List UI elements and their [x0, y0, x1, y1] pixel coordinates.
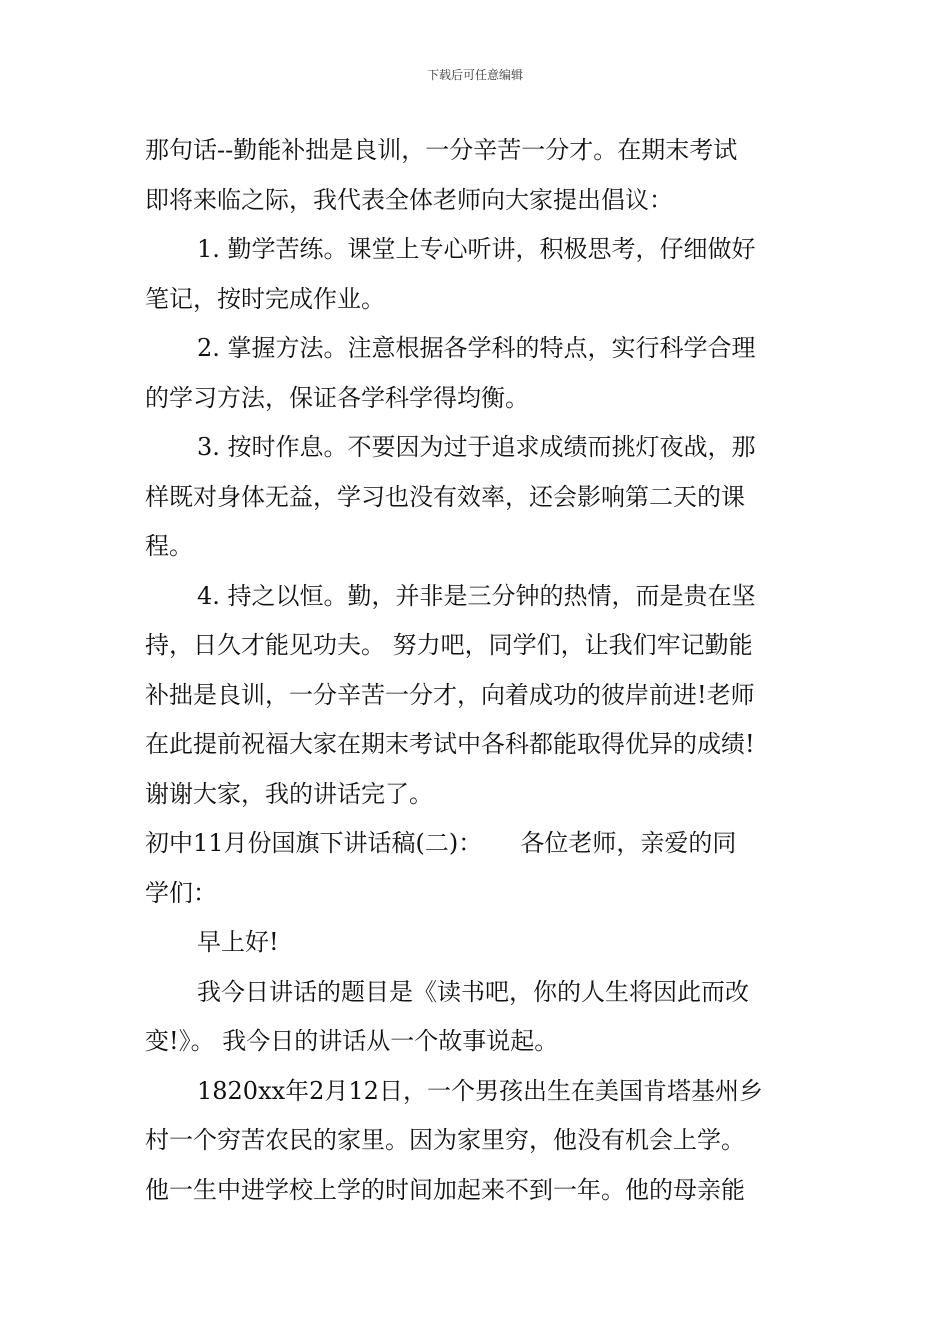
list-item-1: 1. 勤学苦练。课堂上专心听讲，积极思考，仔细做好	[197, 235, 756, 263]
section-heading: 初中11月份国旗下讲话稿(二)： 各位老师，亲爱的同	[145, 829, 737, 857]
text-line: 他一生中进学校上学的时间加起来不到一年。他的母亲能	[145, 1175, 745, 1204]
text-line: 笔记，按时完成作业。	[145, 284, 385, 313]
text-line: 那句话--勤能补拙是良训，一分辛苦一分才。在期末考试	[145, 136, 738, 164]
text-line: 1820xx年2月12日，一个男孩出生在美国肯塔基州乡	[197, 1076, 763, 1105]
text-line: 即将来临之际，我代表全体老师向大家提出倡议：	[145, 185, 673, 214]
document-body	[145, 126, 810, 1215]
page-header: 下载后可任意编辑	[426, 68, 523, 82]
text-line: 我今日讲话的题目是《读书吧，你的人生将因此而改	[197, 977, 749, 1006]
text-line: 村一个穷苦农民的家里。因为家里穷，他没有机会上学。	[145, 1126, 745, 1154]
text-line: 的学习方法，保证各学科学得均衡。	[145, 383, 529, 412]
text-line: 样既对身体无益，学习也没有效率，还会影响第二天的课	[145, 482, 745, 511]
text-line: 在此提前祝福大家在期末考试中各科都能取得优异的成绩!	[145, 730, 755, 758]
list-item-2: 2. 掌握方法。注意根据各学科的特点，实行科学合理	[197, 334, 756, 362]
text-line: 程。	[145, 532, 193, 560]
text-line: 持，日久才能见功夫。 努力吧，同学们，让我们牢记勤能	[145, 631, 753, 659]
greeting: 早上好!	[197, 928, 279, 956]
text-line: 学们：	[145, 878, 217, 907]
text-line: 补拙是良训，一分辛苦一分才，向着成功的彼岸前进!老师	[145, 680, 755, 709]
text-line: 变!》。 我今日的讲话从一个故事说起。	[145, 1027, 559, 1055]
list-item-4: 4. 持之以恒。勤，并非是三分钟的热情，而是贵在坚	[197, 581, 756, 610]
text-line: 谢谢大家，我的讲话完了。	[145, 779, 433, 808]
list-item-3: 3. 按时作息。不要因为过于追求成绩而挑灯夜战，那	[197, 433, 756, 461]
